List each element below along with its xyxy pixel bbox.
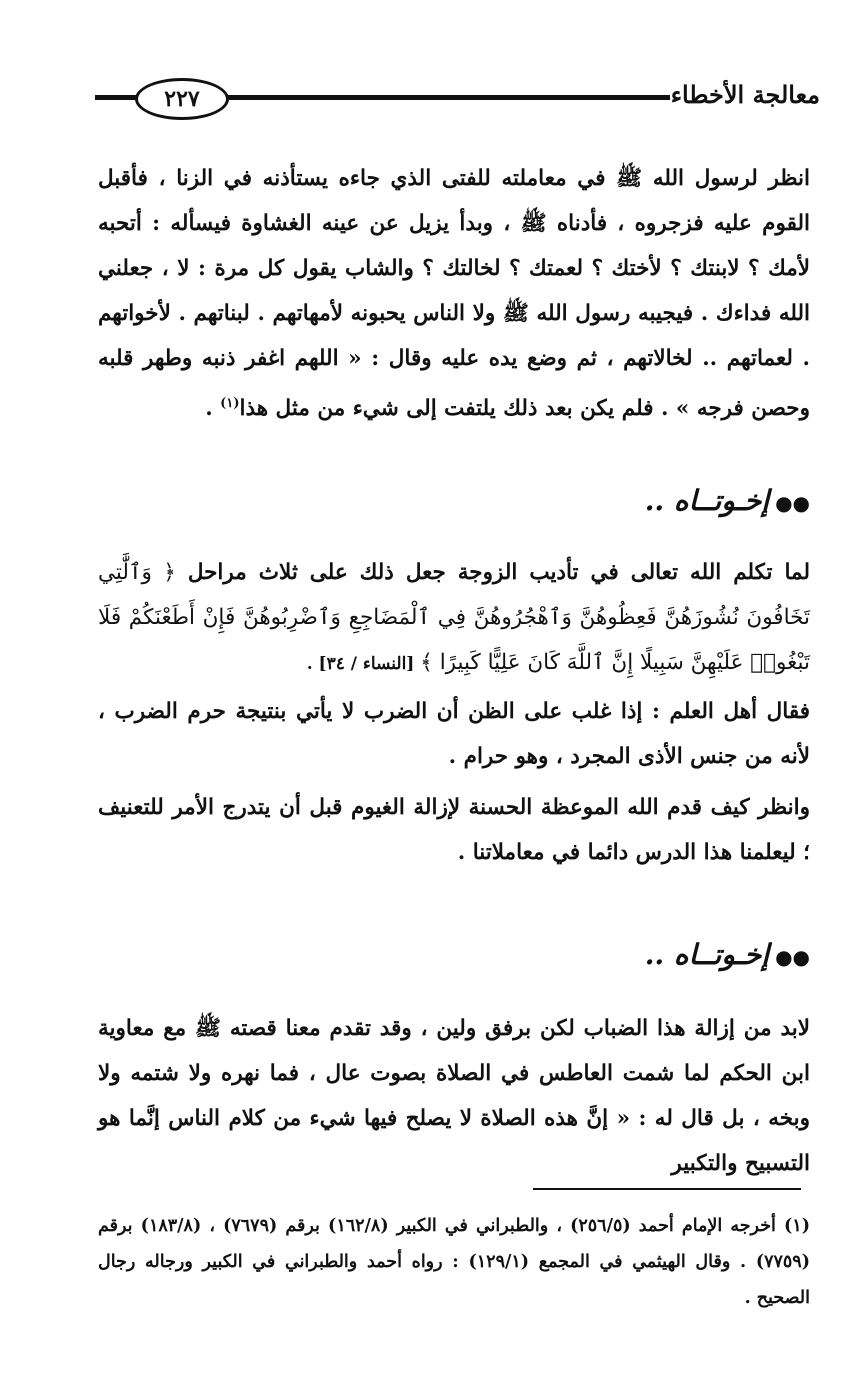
paragraph-intro: لما تكلم الله تعالى في تأديب الزوجة جعل ذلك على ثلاث مراحل xyxy=(175,560,810,585)
footnotes xyxy=(98,1208,810,1316)
paragraph-text: انظر لرسول الله ﷺ في معاملته للفتى الذي جاءه يستأذنه في الزنا ، فأقبل القوم عليه فزجروه ، فأدناه ﷺ ، وبدأ يزيل عن عينه الغشاوة فيسأله : أتحبه لأمك ؟ لابنتك ؟ لأختك ؟ لعمتك ؟ لخالتك ؟ والشاب يقول كل مرة : لا ، جعلني الله فداءك . فيجيبه رسول الله ﷺ ولا الناس يحبونه لأمهاتهم . لبناتهم . لأخواتهم . لعماتهم .. لخالاتهم ، ثم وضع يده عليه وقال : « اللهم اغفر ذنبه وطهر قلبه وحصن فرجه » . فلم يكن بعد ذلك يلتفت إلى شيء من مثل هذا xyxy=(98,166,810,422)
section-3-paragraph: لابد من إزالة هذا الضباب لكن برفق ولين ، وقد تقدم معنا قصته ﷺ مع معاوية ابن الحكم لما شمت العاطس في الصلاة بصوت عال ، فما نهره ولا شتمه ولا وبخه ، بل قال له : « إنَّ هذه الصلاة لا يصلح فيها شيء من كلام الناس إنَّما هو التسبيح والتكبير xyxy=(98,1016,810,1176)
section-heading xyxy=(645,484,810,517)
bullet-dots-icon: ●● xyxy=(775,491,810,515)
footnote-1: (١) أخرجه الإمام أحمد (٢٥٦/٥) ، والطبراني في الكبير (١٦٢/٨) برقم (٧٦٧٩) ، (١٨٣/٨) برقم (٧٧٥٩) . وقال الهيثمي في المجمع (١٢٩/١) : رواه أحمد والطبراني في الكبير ورجاله رجال الصحيح . xyxy=(98,1216,810,1308)
heading-label: إخـوتــاه .. xyxy=(644,938,770,971)
section-2-paragraph-3: وانظر كيف قدم الله الموعظة الحسنة لإزالة الغيوم قبل أن يتدرج الأمر للتعنيف ؛ ليعلمنا هذا الدرس دائما في معاملاتنا . xyxy=(98,795,810,865)
section-2 xyxy=(98,550,810,875)
section-1 xyxy=(98,156,810,431)
paragraph-end: . xyxy=(205,396,221,422)
section-2-paragraph-2: فقال أهل العلم : إذا غلب على الظن أن الضرب لا يأتي بنتيجة حرم الضرب ، لأنه من جنس الأذى المجرد ، وهو حرام . xyxy=(98,699,810,769)
quran-verse: ﴿ وَٱلَّٰتِي تَخَافُونَ نُشُوزَهُنَّ فَعِظُوهُنَّ وَٱهْجُرُوهُنَّ فِي ٱلْمَضَاجِعِ وَٱضْرِبُوهُنَّ فَإِنْ أَطَعْنَكُمْ فَلَا تَبْغُوا۟ عَلَيْهِنَّ سَبِيلًا إِنَّ ٱللَّهَ كَانَ عَلِيًّا كَبِيرًا ﴾ xyxy=(98,560,810,675)
footnote-ref: (١) xyxy=(220,396,240,411)
footnote-rule xyxy=(533,1188,801,1190)
running-header xyxy=(95,74,820,120)
running-title: معالجة الأخطاء xyxy=(670,80,820,109)
page-number: ٢٢٧ xyxy=(135,78,229,120)
section-3 xyxy=(98,1006,810,1186)
section-2-paragraph-1 xyxy=(98,550,810,687)
heading-label: إخـوتــاه .. xyxy=(644,484,770,517)
bullet-dots-icon: ●● xyxy=(775,945,810,969)
verse-citation: [النساء / ٣٤] . xyxy=(306,654,421,674)
section-1-paragraph xyxy=(98,156,810,431)
section-heading xyxy=(645,938,810,971)
